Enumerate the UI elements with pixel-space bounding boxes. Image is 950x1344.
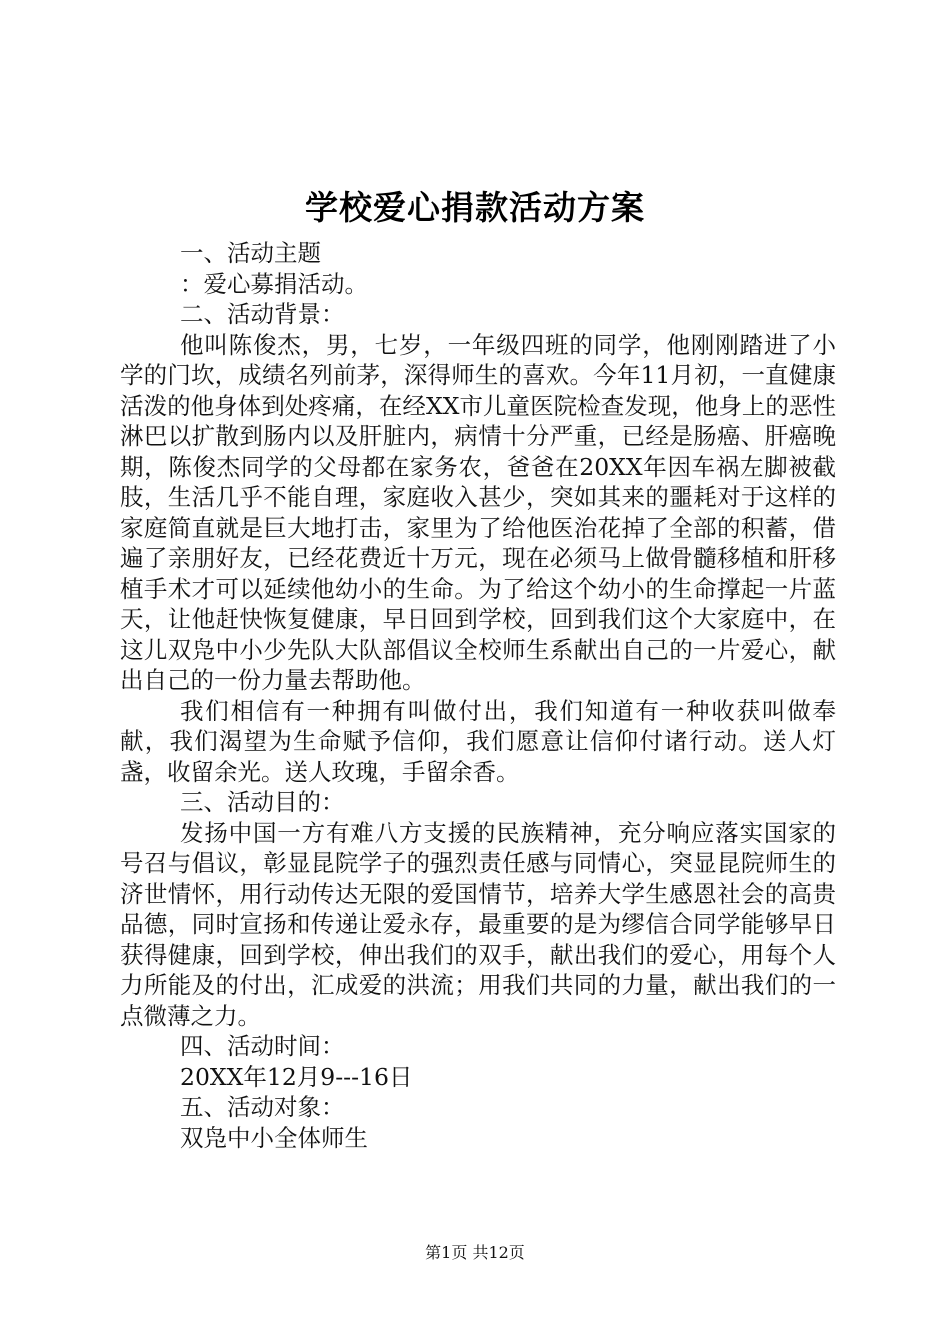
- theme-text: ：爱心募捐活动。: [180, 269, 368, 298]
- heading-theme: 一、活动主题: [180, 239, 321, 267]
- purpose-paragraph: 发扬中国一方有难八方支援的民族精神，充分响应落实国家的号召与倡议，彰显昆院学子的强烈责任感与同情心，突显昆院师生的济世情怀，用行动传达无限的爱国情节，培养大学生感恩社会的高贵品德，同时宣扬和传递让爱永存，最重要的是为缪信合同学能够早日获得健康，回到学校，伸出我们的双手，献出我们的爱心，用每个人力所能及的付出，汇成爱的洪流；用我们共同的力量，献出我们的一点微薄之力。: [120, 818, 836, 1030]
- time-text: 20XX年12月9---16日: [180, 1062, 413, 1091]
- background-paragraph: 他叫陈俊杰，男，七岁，一年级四班的同学，他刚刚踏进了小学的门坎，成绩名列前茅，深得师生的喜欢。今年11月初，一直健康活泼的他身体到处疼痛，在经XX市儿童医院检查发现，他身上的恶性淋巴以扩散到肠内以及肝脏内，病情十分严重，已经是肠癌、肝癌晚期，陈俊杰同学的父母都在家务农，爸爸在20XX年因车祸左脚被截肢，生活几乎不能自理，家庭收入甚少，突如其来的噩耗对于这样的家庭简直就是巨大地打击，家里为了给他医治花掉了全部的积蓄，借遍了亲朋好友，已经花费近十万元，现在必须马上做骨髓移植和肝移植手术才可以延续他幼小的生命。为了给这个幼小的生命撑起一片蓝天，让他赶快恢复健康，早日回到学校，回到我们这个大家庭中，在这儿双凫中小少先队大队部倡议全校师生系献出自己的一片爱心，献出自己的一份力量去帮助他。: [120, 330, 836, 694]
- heading-background: 二、活动背景：: [180, 300, 345, 328]
- heading-target: 五、活动对象：: [180, 1093, 345, 1121]
- target-text: 双凫中小全体师生: [180, 1123, 368, 1152]
- belief-paragraph: 我们相信有一种拥有叫做付出，我们知道有一种收获叫做奉献，我们渴望为生命赋予信仰，我们愿意让信仰付诸行动。送人灯盏，收留余光。送人玫瑰，手留余香。: [120, 696, 836, 786]
- document-body: [120, 238, 836, 1153]
- heading-purpose: 三、活动目的：: [180, 788, 345, 816]
- page-number: 第1页 共12页: [425, 1243, 525, 1262]
- heading-time: 四、活动时间：: [180, 1032, 345, 1060]
- document-title: 学校爱心捐款活动方案: [305, 188, 645, 227]
